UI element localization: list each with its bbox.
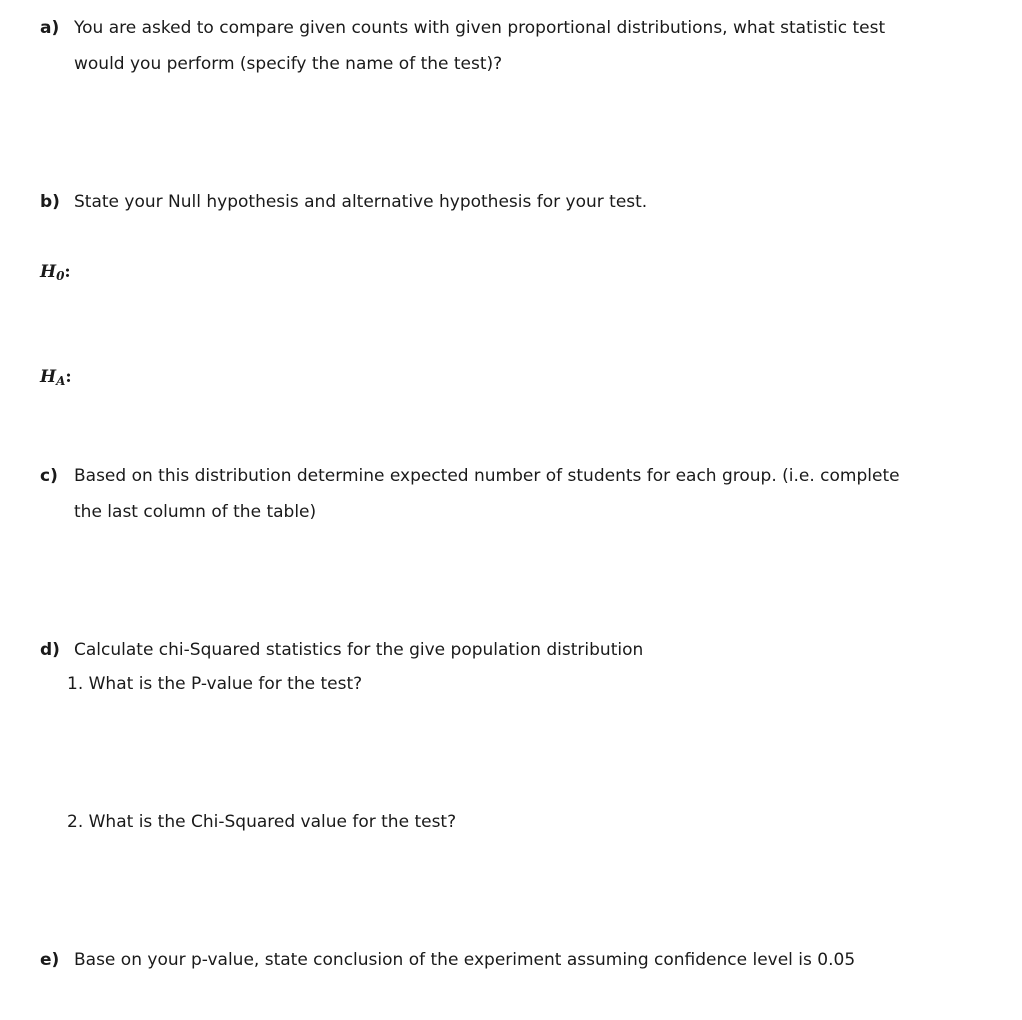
question-c-label: c) — [40, 466, 58, 486]
null-hypothesis-label — [40, 261, 71, 287]
question-a-text-line2: would you perform (specify the name of the test)? — [74, 54, 503, 74]
question-c-text-line1: Based on this distribution determine expected number of students for each group. (i.e. complete — [74, 466, 900, 486]
null-hypothesis-colon: : — [64, 262, 71, 282]
question-c-text-line2: the last column of the table) — [74, 502, 317, 522]
question-b-text: State your Null hypothesis and alternative hypothesis for your test. — [74, 192, 648, 212]
alternative-hypothesis-symbol: H — [40, 367, 57, 387]
alternative-hypothesis-label — [40, 366, 72, 392]
question-b-label: b) — [40, 192, 60, 212]
question-a-label: a) — [40, 18, 60, 38]
question-b — [40, 191, 647, 213]
question-d-text: Calculate chi-Squared statistics for the give population distribution — [74, 640, 644, 660]
question-d-subquestion-2: 2. What is the Chi-Squared value for the test? — [67, 812, 457, 832]
alternative-hypothesis-colon: : — [65, 367, 72, 387]
question-a — [40, 17, 885, 39]
null-hypothesis-subscript: 0 — [56, 269, 65, 283]
question-d-subquestion-1: 1. What is the P-value for the test? — [67, 674, 363, 694]
alternative-hypothesis-subscript: A — [56, 374, 66, 388]
question-c — [40, 465, 900, 487]
question-d — [40, 639, 643, 661]
question-e — [40, 949, 855, 971]
question-d-label: d) — [40, 640, 60, 660]
question-e-label: e) — [40, 950, 60, 970]
question-a-text-line1: You are asked to compare given counts with given proportional distributions, what statistic test — [74, 18, 886, 38]
question-e-text: Base on your p-value, state conclusion of the experiment assuming confidence level is 0.05 — [74, 950, 856, 970]
null-hypothesis-symbol: H — [40, 262, 57, 282]
